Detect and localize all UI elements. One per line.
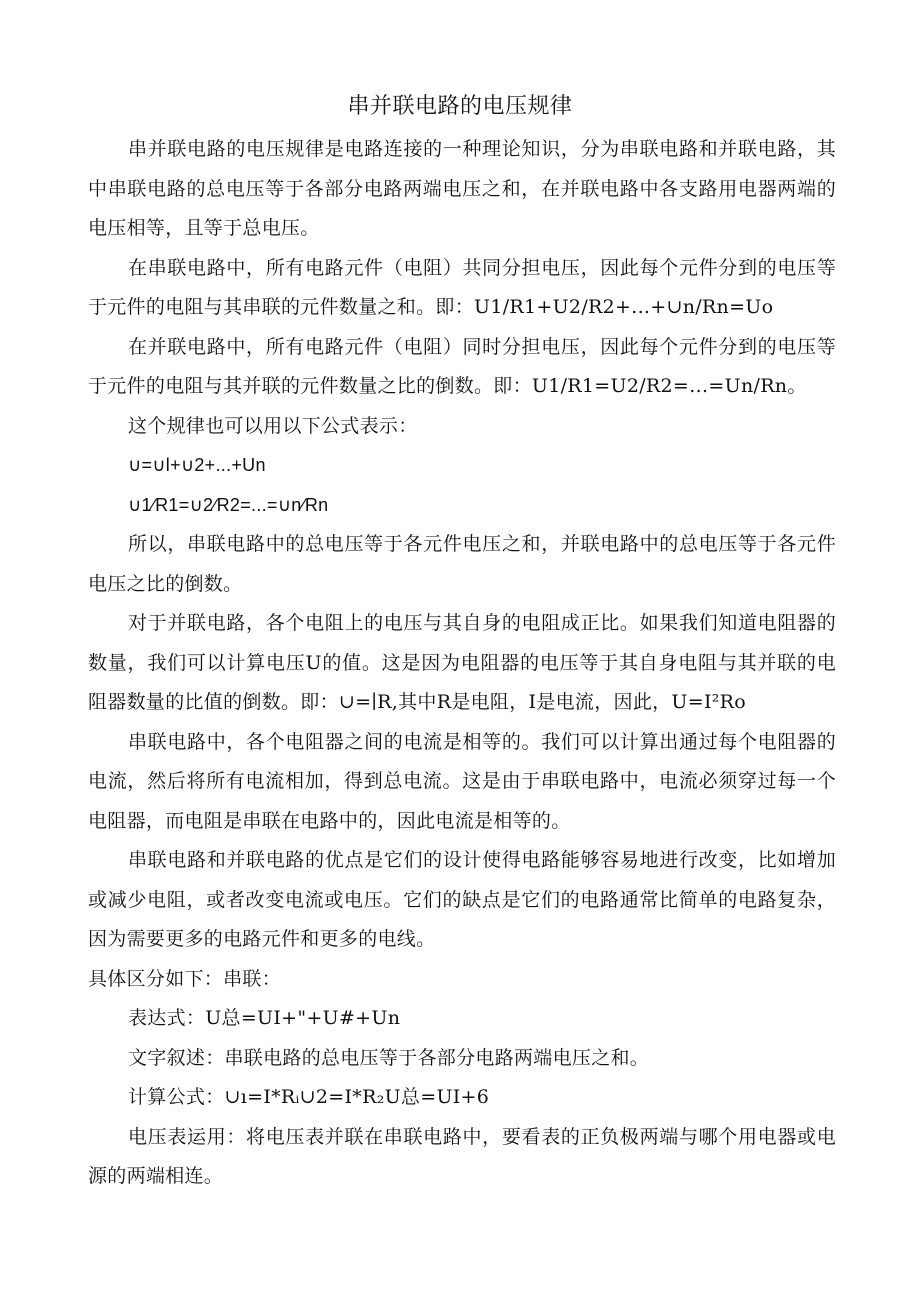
- formula-line-series: ∪=∪l+∪2+...+Un: [128, 455, 266, 475]
- paragraph-parallel-voltage: 在并联电路中，所有电路元件（电阻）同时分担电压，因此每个元件分到的电压等于元件的电阻与其并联的元件数量之比的倒数。即：U1∕R1=U2∕R2=…=Un∕Rn。: [88, 335, 836, 397]
- series-item-description: 文字叙述：串联电路的总电压等于各部分电路两端电压之和。: [128, 1046, 650, 1069]
- series-item-calculation: 计算公式：∪ı=I*Rᵢ∪2=I*R₂U总=UI+6: [128, 1086, 490, 1108]
- document-title: 串并联电路的电压规律: [347, 94, 573, 119]
- paragraph-intro: 串并联电路的电压规律是电路连接的一种理论知识，分为串联电路和并联电路，其中串联电路的总电压等于各部分电路两端电压之和，在并联电路中各支路用电器两端的电压相等，且等于总电压。: [88, 138, 836, 239]
- paragraph-conclusion: 所以，串联电路中的总电压等于各元件电压之和，并联电路中的总电压等于各元件电压之比的倒数。: [88, 533, 836, 595]
- document-body: [88, 130, 836, 1197]
- paragraph-formula-intro: 这个规律也可以用以下公式表示：: [128, 414, 418, 437]
- paragraph-voltmeter-usage: 电压表运用：将电压表并联在串联电路中，要看表的正负极两端与哪个用电器或电源的两端相连。: [88, 1125, 836, 1187]
- paragraph-series-current: 串联电路中，各个电阻器之间的电流是相等的。我们可以计算出通过每个电阻器的电流，然后将所有电流相加，得到总电流。这是由于串联电路中，电流必须穿过每一个电阻器，而电阻是串联在电路中的，因此电流是相等的。: [88, 730, 836, 832]
- paragraph-series-voltage: 在串联电路中，所有电路元件（电阻）共同分担电压，因此每个元件分到的电压等于元件的电阻与其串联的元件数量之和。即：U1∕R1+U2/R2+...+∪n∕Rn=Uo: [88, 256, 836, 318]
- paragraph-pros-cons: 串联电路和并联电路的优点是它们的设计使得电路能够容易地进行改变，比如增加或减少电阻，或者改变电流或电压。它们的缺点是它们的电路通常比简单的电路复杂，因为需要更多的电路元件和更多的电线。: [88, 849, 836, 950]
- formula-line-parallel: ∪1∕R1=∪2∕R2=...=∪n∕Rn: [128, 494, 329, 515]
- paragraph-parallel-resistors: 对于并联电路，各个电阻上的电压与其自身的电阻成正比。如果我们知道电阻器的数量，我们可以计算电压U的值。这是因为电阻器的电压等于其自身电阻与其并联的电阻器数量的比值的倒数。即：∪=∣R,其中R是电阻，I是电流，因此，U=I²Ro: [88, 612, 836, 713]
- series-item-expression: 表达式：U总=UI+"+U#+Un: [128, 1007, 401, 1029]
- section-heading: 具体区分如下：串联：: [88, 967, 282, 990]
